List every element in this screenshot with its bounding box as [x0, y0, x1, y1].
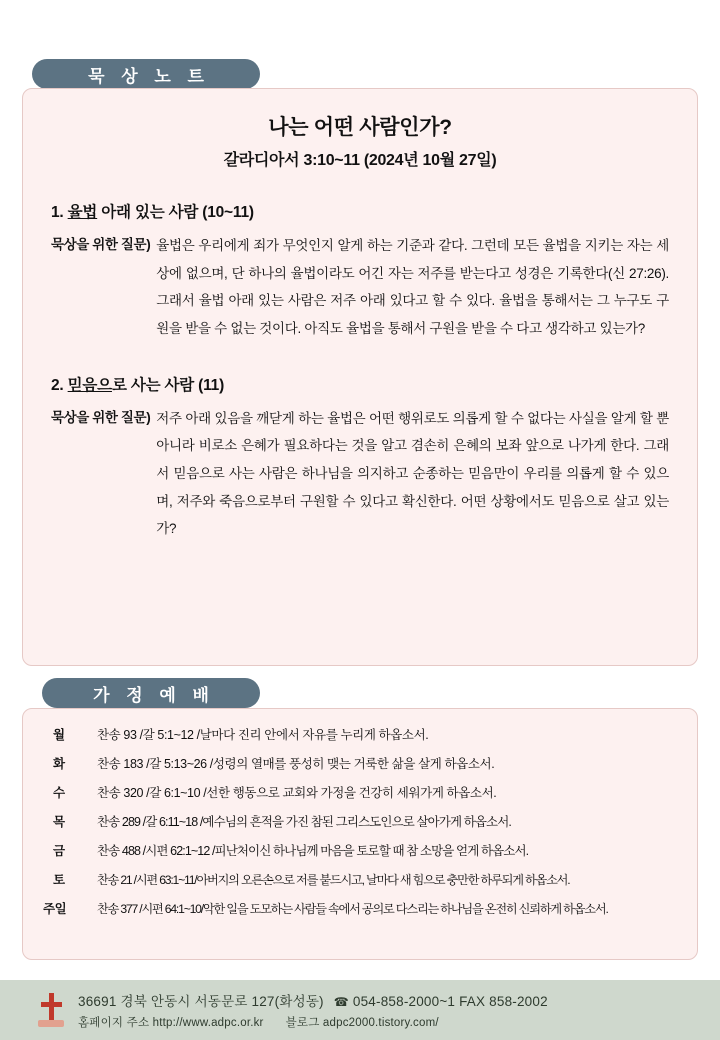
- family-worship-day: 수: [53, 786, 65, 800]
- point-2-number: 2.: [51, 376, 64, 394]
- footer-address-line: [78, 990, 548, 1010]
- footer-bar: [0, 980, 720, 1040]
- point-2-question-block: [51, 405, 669, 543]
- footer-text-block: [78, 990, 548, 1030]
- list-item: [41, 725, 679, 743]
- page-title: 나는 어떤 사람인가?: [268, 116, 452, 139]
- family-worship-section-header: [42, 678, 260, 708]
- family-worship-day: 화: [53, 757, 65, 771]
- point-1-heading-rest: 아래 있는 사람 (10~11): [97, 204, 254, 221]
- point-1-heading: [51, 200, 669, 222]
- footer-homepage[interactable]: 홈페이지 주소 http://www.adpc.or.kr: [78, 1017, 264, 1029]
- family-worship-text: 찬송 488 /시편 62:1~12 /피난처이신 하나님께 마음을 토로할 때 참 소망을 얻게 하옵소서.: [97, 844, 529, 858]
- family-worship-day: 주일: [43, 902, 67, 916]
- family-worship-day: 월: [53, 728, 65, 742]
- list-item: [41, 754, 679, 772]
- point-2-question-label: 묵상을 위한 질문): [51, 409, 151, 425]
- family-worship-text: 찬송 320 /갈 6:1~10 /선한 행동으로 교회와 가정을 건강히 세워가게 하옵소서.: [97, 786, 497, 800]
- cross-icon: [38, 993, 64, 1027]
- meditation-card: [22, 88, 698, 666]
- family-worship-text: 찬송 183 /갈 5:13~26 /성령의 열매를 풍성히 맺는 거룩한 삶을 살게 하옵소서.: [97, 757, 495, 771]
- point-1-body: 율법은 우리에게 죄가 무엇인지 알게 하는 기준과 같다. 그런데 모든 율법을 지키는 자는 세상에 없으며, 단 하나의 율법이라도 어긴 자는 저주를 받는다고 성경은 기록한다(신 27:26). 그래서 율법 아래 있는 사람은 저주 아래 있다고 할 수 있다. 율법을 통해서는 그 누구도 구원을 받을 수 없는 것이다. 아직도 율법을 통해서 구원을 받을 수 다고 생각하고 있는가?: [156, 238, 669, 337]
- family-worship-day: 금: [53, 844, 65, 858]
- footer-address: 36691 경북 안동시 서동문로 127(화성동): [78, 994, 324, 1009]
- meditation-section-header-label: 묵 상 노 트: [88, 66, 210, 86]
- point-2-body: 저주 아래 있음을 깨닫게 하는 율법은 어떤 행위로도 의롭게 할 수 없다는 사실을 알게 할 뿐 아니라 비로소 은혜가 필요하다는 것을 알고 겸손히 은혜의 보좌 앞으로 나가게 한다. 그래서 믿음으로 사는 사람은 하나님을 의지하고 순종하는 믿음만이 우리를 의롭게 할 수 있으며, 저주와 죽음으로부터 구원할 수 있다고 확신한다. 어떤 상황에서도 믿음으로 살고 있는가?: [156, 410, 669, 537]
- footer-content: [0, 980, 720, 1040]
- family-worship-day: 목: [53, 815, 65, 829]
- point-2-heading: [51, 373, 669, 395]
- list-item: [41, 812, 679, 830]
- family-worship-card: [22, 708, 698, 960]
- family-worship-text: 찬송 377 /시편 64:1~10/악한 일을 도모하는 사람들 속에서 공의로 다스리는 하나님을 온전히 신뢰하게 하옵소서.: [97, 902, 608, 916]
- point-1-number: 1.: [51, 204, 64, 221]
- point-2-heading-underlined: 믿음으: [67, 376, 112, 394]
- list-item: [41, 841, 679, 859]
- family-worship-section-header-label: 가 정 예 배: [93, 685, 215, 705]
- point-1-heading-underlined: 율법: [67, 204, 98, 221]
- family-worship-text: 찬송 289 /갈 6:11~18 /예수님의 흔적을 가진 참된 그리스도인으로 살아가게 하옵소서.: [97, 815, 511, 829]
- meditation-section-header: [32, 59, 260, 89]
- family-worship-text: 찬송 21 /시편 63:1~11/아버지의 오른손으로 저를 붙드시고, 날마다 새 힘으로 충만한 하루되게 하옵소서.: [97, 873, 570, 887]
- family-worship-day: 토: [53, 873, 65, 887]
- family-worship-text: 찬송 93 /갈 5:1~12 /날마다 진리 안에서 자유를 누리게 하옵소서.: [97, 728, 429, 742]
- point-1-question-block: [51, 232, 669, 343]
- list-item: [41, 783, 679, 801]
- point-2-heading-rest: 로 사는 사람 (11): [111, 376, 225, 394]
- list-item: [41, 870, 679, 888]
- phone-icon: ☎: [333, 995, 349, 1009]
- list-item: [41, 899, 679, 917]
- point-1-question-label: 묵상을 위한 질문): [51, 237, 151, 252]
- footer-web-line: [78, 1014, 548, 1030]
- page-subtitle: 갈라디아서 3:10~11 (2024년 10월 27일): [223, 152, 497, 169]
- footer-blog[interactable]: 블로그 adpc2000.tistory.com/: [285, 1017, 439, 1029]
- footer-phone: 054-858-2000~1 FAX 858-2002: [352, 994, 548, 1009]
